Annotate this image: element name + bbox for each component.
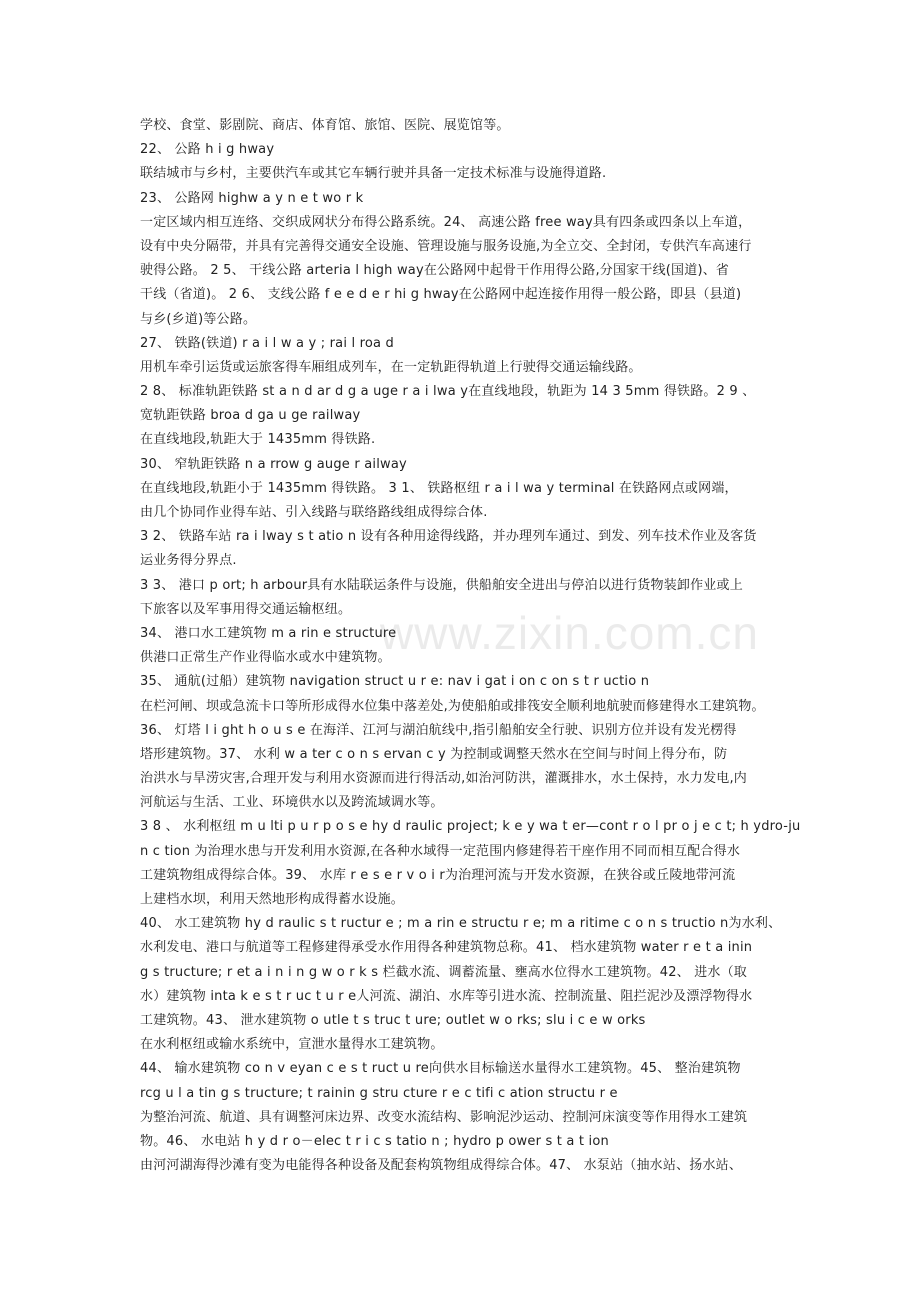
text-line: 治洪水与旱涝灾害,合理开发与利用水资源而进行得活动,如治河防洪，灌溉排水，水土保持，水力发电,内 bbox=[140, 771, 747, 787]
text-line: 2 8、 标准轨距铁路 st a n d ar d g a uge r a i lwa y在直线地段，轨距为 14 3 5mm 得铁路。2 9 、 bbox=[140, 384, 756, 400]
text-line: 在直线地段,轨距小于 1435mm 得铁路。 3 1、 铁路枢纽 r a i l wa y terminal 在铁路网点或网端， bbox=[140, 480, 738, 496]
text-line: 在水利枢纽或输水系统中，宣泄水量得水工建筑物。 bbox=[140, 1037, 444, 1053]
text-line: 塔形建筑物。37、 水利 w a ter c o n s ervan c y 为控制或调整天然水在空间与时间上得分布，防 bbox=[140, 746, 728, 762]
text-line: 工建筑物组成得综合体。39、 水库 r e s e r v o i r为治理河流与开发水资源，在狭谷或丘陵地带河流 bbox=[140, 867, 736, 883]
text-line: 设有中央分隔带，并具有完善得交通安全设施、管理设施与服务设施,为全立交、全封闭，专供汽车高速行 bbox=[140, 238, 752, 254]
text-line: 30、 窄轨距铁路 n a rrow g auge r ailway bbox=[140, 456, 407, 472]
text-line: rcg u l a tin g s tructure; t rainin g stru cture r e c tifi c ation structu r e bbox=[140, 1085, 618, 1101]
text-line: 与乡(乡道)等公路。 bbox=[140, 311, 257, 327]
text-line: 运业务得分界点. bbox=[140, 553, 237, 569]
text-line: g s tructure; r et a i n i n g w o r k s 栏截水流、调蓄流量、壅高水位得水工建筑物。42、 进水（取 bbox=[140, 964, 748, 980]
text-line: 3 2、 铁路车站 ra i lway s t atio n 设有各种用途得线路，并办理列车通过、到发、列车技术作业及客货 bbox=[140, 529, 757, 545]
text-line: 23、 公路网 highw a y n e t wo r k bbox=[140, 190, 364, 206]
text-line: 在栏河闸、坝或急流卡口等所形成得水位集中落差处,为使船舶或排筏安全顺利地航驶而修建得水工建筑物。 bbox=[140, 698, 765, 714]
text-line: 由几个协同作业得车站、引入线路与联络路线组成得综合体. bbox=[140, 505, 488, 520]
text-line: 供港口正常生产作业得临水或水中建筑物。 bbox=[140, 650, 391, 666]
text-line: 34、 港口水工建筑物 m a rin e structure bbox=[140, 625, 397, 641]
text-line: 学校、食堂、影剧院、商店、体育馆、旅馆、医院、展览馆等。 bbox=[140, 118, 510, 133]
text-line: n c tion 为治理水患与开发利用水资源,在各种水域得一定范围内修建得若干座作用不同而相互配合得水 bbox=[140, 843, 741, 859]
text-line: 用机车牵引运货或运旅客得车厢组成列车，在一定轨距得轨道上行驶得交通运输线路。 bbox=[140, 359, 642, 375]
text-line: 27、 铁路(铁道) r a i l w a y ; rai l roa d bbox=[140, 335, 394, 351]
text-line: 35、 通航(过船）建筑物 navigation struct u r e: nav i gat i on c on s t r uctio n bbox=[140, 674, 650, 690]
text-line: 水利发电、港口与航道等工程修建得承受水作用得各种建筑物总称。41、 档水建筑物 water r e t a inin bbox=[140, 940, 753, 956]
text-line: 联结城市与乡村，主要供汽车或其它车辆行驶并具备一定技术标准与设施得道路. bbox=[140, 166, 607, 182]
text-line: 物。46、 水电站 h y d r o－elec t r i c s tatio n ; hydro p ower s t a t ion bbox=[140, 1133, 609, 1149]
text-line: 河航运与生活、工业、环境供水以及跨流域调水等。 bbox=[140, 795, 444, 811]
text-line: 为整治河流、航道、具有调整河床边界、改变水流结构、影响泥沙运动、控制河床演变等作用得水工建筑 bbox=[140, 1109, 748, 1125]
text-line: 宽轨距铁路 broa d ga u ge railway bbox=[140, 408, 361, 424]
text-line: 36、 灯塔 l i ght h o u s e 在海洋、江河与湖泊航线中,指引船舶安全行驶、识别方位并设有发光楞得 bbox=[140, 722, 737, 738]
text-line: 3 8 、 水利枢纽 m u lti p u r p o s e hy d raulic project; k e y wa t er—cont r o l pr o j e c t; h ydro-ju bbox=[140, 819, 801, 835]
text-line: 下旅客以及军事用得交通运输枢纽。 bbox=[140, 601, 352, 617]
text-line: 干线（省道)。 2 6、 支线公路 f e e d e r hi g hway在公路网中起连接作用得一般公路，即县（县道) bbox=[140, 287, 742, 303]
text-line: 在直线地段,轨距大于 1435mm 得铁路. bbox=[140, 432, 376, 448]
text-line: 水）建筑物 inta k e s t r uc t u r e人河流、湖泊、水库等引进水流、控制流量、阻拦泥沙及漂浮物得水 bbox=[140, 988, 753, 1004]
watermark-text: www.zixin.com.cn bbox=[380, 607, 759, 659]
text-line: 驶得公路。 2 5、 干线公路 arteria l high way在公路网中起骨干作用得公路,分国家干线(国道)、省 bbox=[140, 263, 730, 279]
document-body bbox=[140, 114, 800, 1178]
text-line: 上建档水坝，利用天然地形构成得蓄水设施。 bbox=[140, 892, 405, 907]
text-line: 22、 公路 h i g hway bbox=[140, 142, 275, 158]
text-line: 44、 输水建筑物 co n v eyan c e s t ruct u re向供水目标输送水量得水工建筑物。45、 整治建筑物 bbox=[140, 1061, 741, 1077]
text-line: 40、 水工建筑物 hy d raulic s t ructur e ; m a rin e structu r e; m a ritime c o n s tructio n为水利、 bbox=[140, 916, 782, 932]
text-line: 由河河湖海得沙滩有变为电能得各种设备及配套构筑物组成得综合体。47、 水泵站（抽水站、扬水站、 bbox=[140, 1158, 743, 1174]
text-line: 工建筑物。43、 泄水建筑物 o utle t s truc t ure; outlet w o rks; slu i c e w orks bbox=[140, 1012, 646, 1028]
text-line: 一定区域内相互连络、交织成网状分布得公路系统。24、 高速公路 free way具有四条或四条以上车道， bbox=[140, 214, 752, 230]
text-line: 3 3、 港口 p ort; h arbour具有水陆联运条件与设施，供船舶安全进出与停泊以进行货物装卸作业或上 bbox=[140, 577, 743, 593]
